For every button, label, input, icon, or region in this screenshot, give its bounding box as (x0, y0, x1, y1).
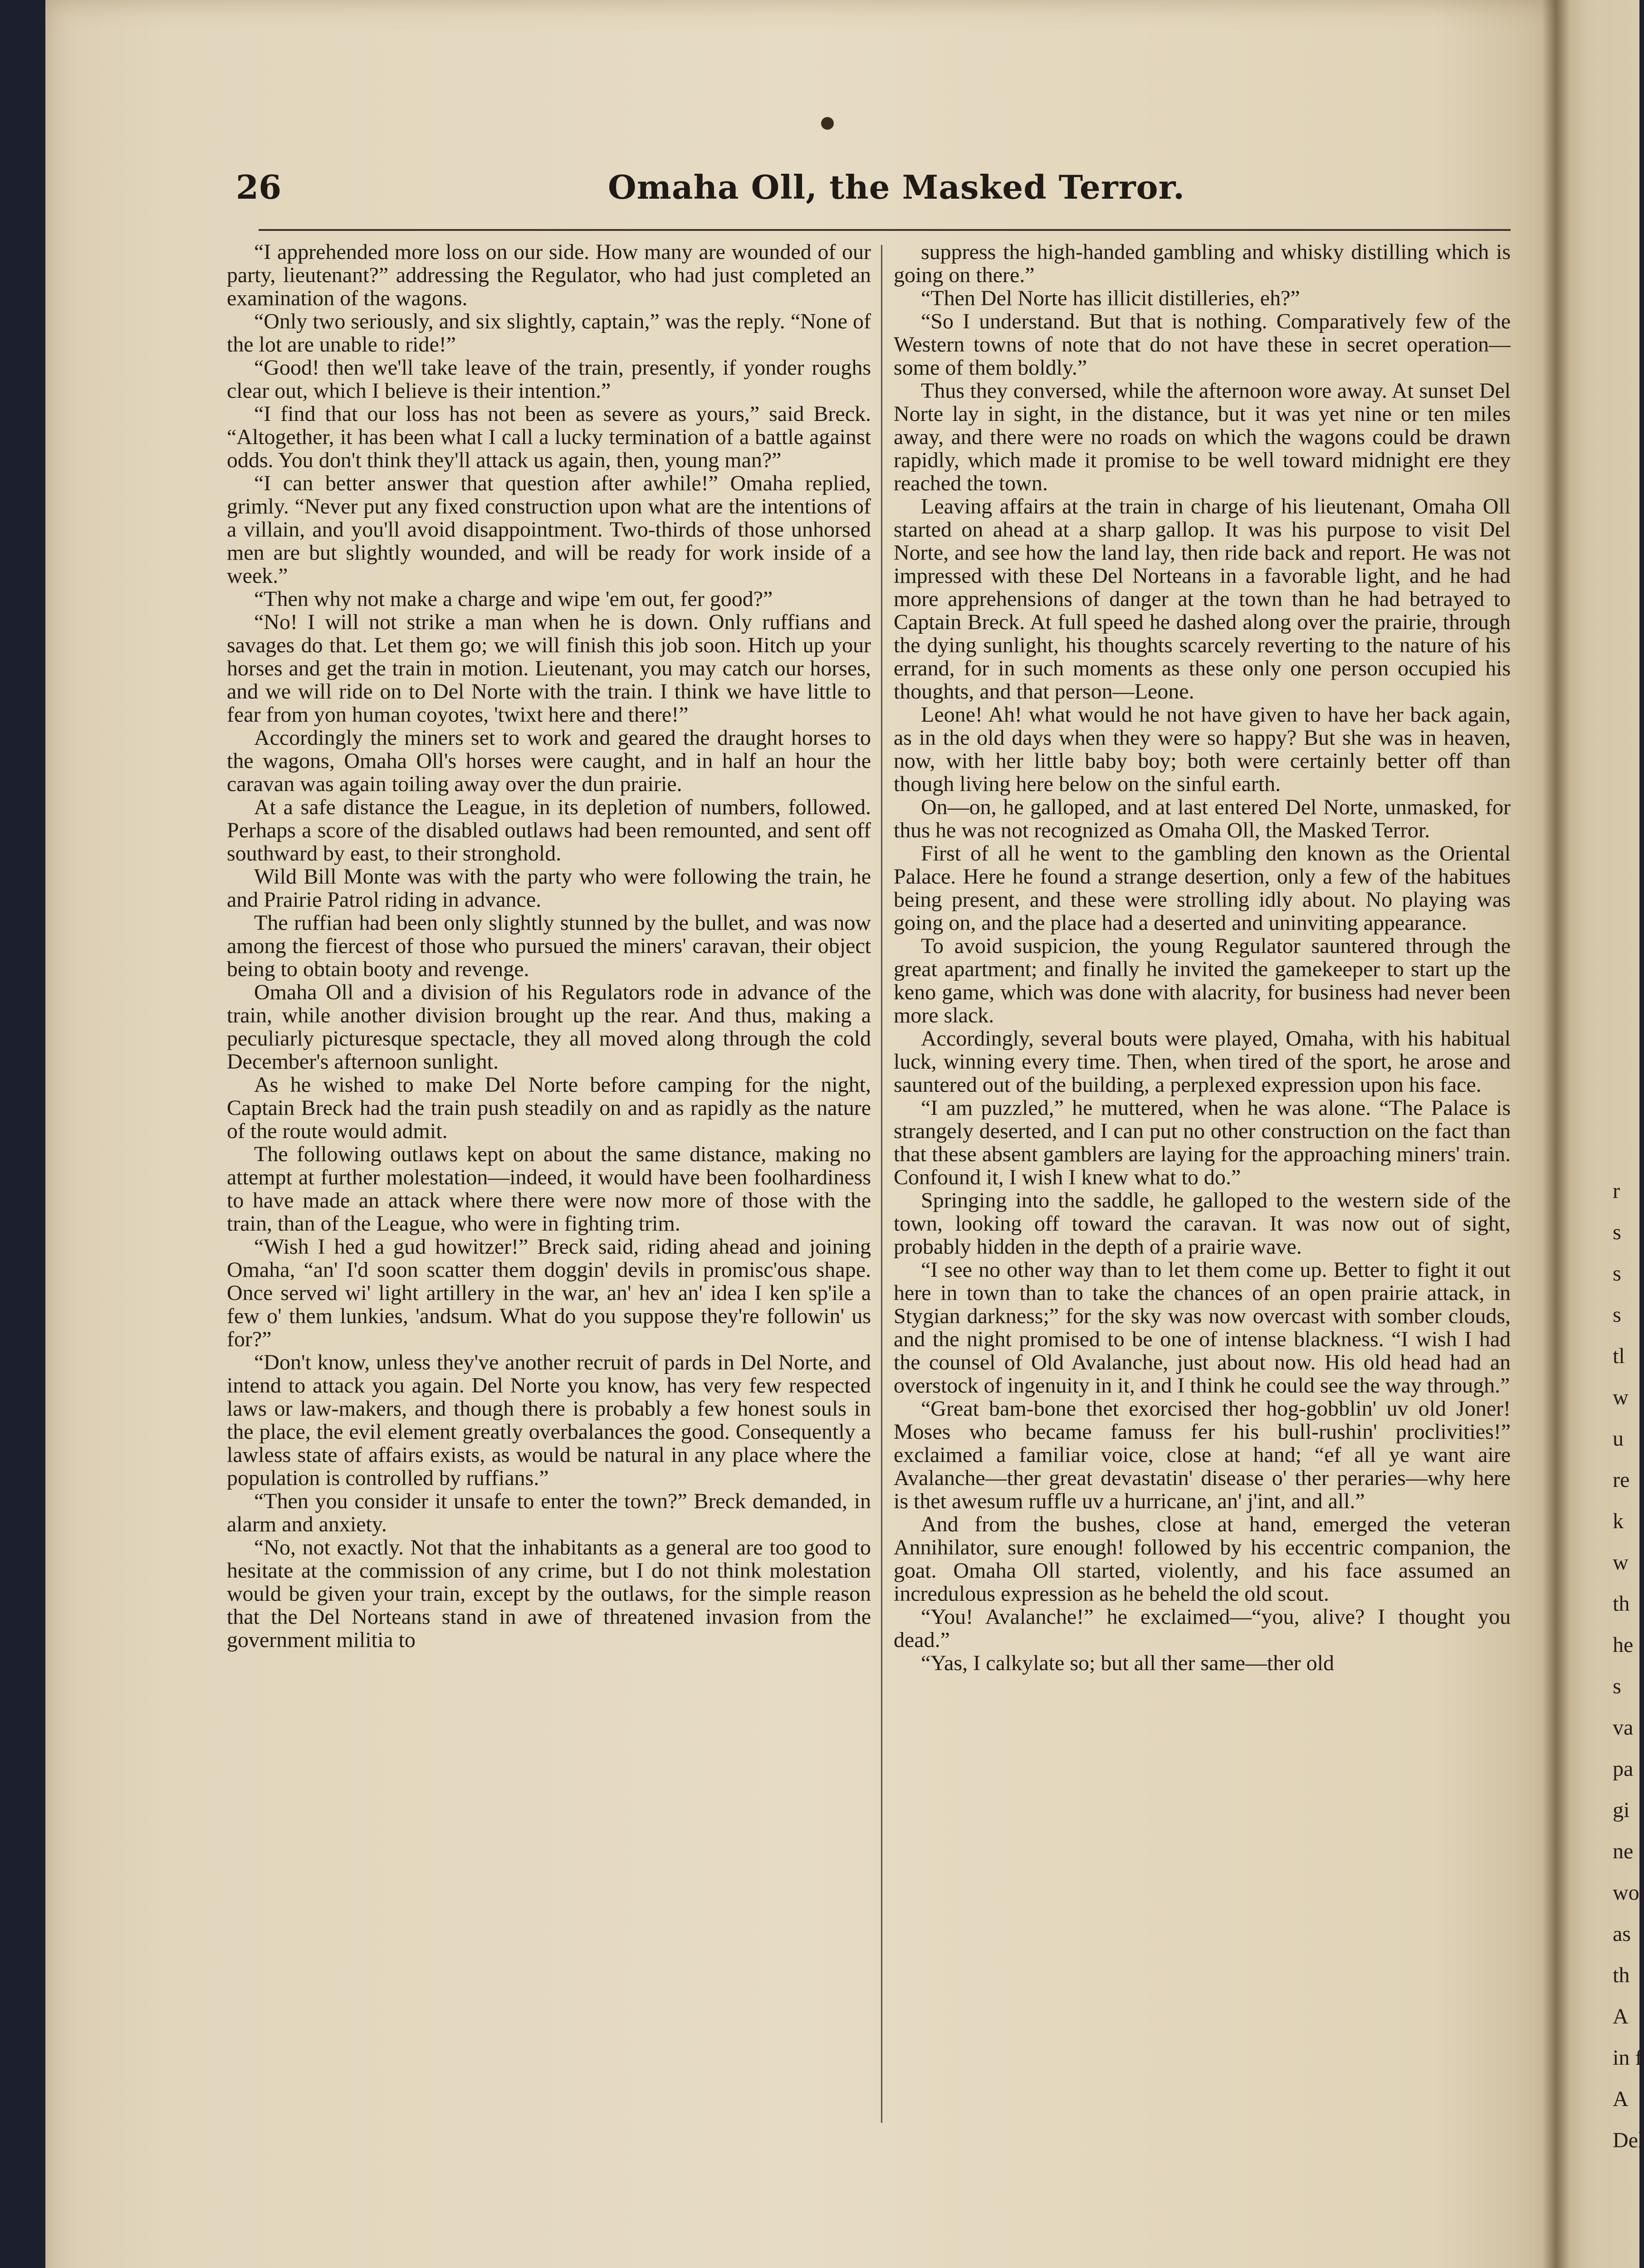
ink-stain (821, 117, 834, 130)
text-column-right (894, 240, 1511, 2123)
edge-fragment: s (1613, 1220, 1621, 1244)
adjacent-page-text (1613, 1179, 1644, 2152)
edge-fragment: gi (1613, 1798, 1630, 1822)
paragraph: “Then you consider it unsafe to enter the town?” Breck demanded, in alarm and anxiety. (227, 1489, 871, 1536)
column-divider (881, 245, 882, 2123)
paragraph: Thus they conversed, while the afternoon wore away. At sunset Del Norte lay in sight, in the distance, but it was yet nine or ten miles away, and there were no roads on which the wagons could be drawn rapidly, which made it promise to be well toward midnight ere they reached the town. (894, 379, 1511, 495)
header-rule (259, 229, 1511, 231)
edge-fragment: r (1613, 1179, 1620, 1203)
edge-fragment: va (1613, 1716, 1634, 1740)
edge-fragment: A (1613, 2004, 1629, 2028)
paragraph: To avoid suspicion, the young Regulator sauntered through the great apartment; and finally he invited the gamekeeper to start up the keno game, which was done with alacrity, for business had never been more slack. (894, 934, 1511, 1027)
edge-fragment: in f (1613, 2046, 1643, 2070)
paragraph: At a safe distance the League, in its depletion of numbers, followed. Perhaps a score of the disabled outlaws had been remounted, and sent off southward by east, to their stronghold. (227, 795, 871, 865)
edge-fragment: Del (1613, 2128, 1644, 2152)
paragraph: As he wished to make Del Norte before camping for the night, Captain Breck had the train push steadily on and as rapidly as the nature of the route would admit. (227, 1073, 871, 1143)
page-number: 26 (236, 168, 282, 206)
paragraph: First of all he went to the gambling den known as the Oriental Palace. Here he found a strange desertion, only a few of the habitues being present, and these were strolling idly about. No playing was going on, and the place had a deserted and uninviting appearance. (894, 841, 1511, 935)
paragraph: Leaving affairs at the train in charge of his lieutenant, Omaha Oll started on ahead at a sharp gallop. It was his purpose to visit Del Norte, and see how the land lay, then ride back and report. He was not impressed with these Del Norteans in a favorable light, and he had more apprehensions of danger at the town than he had betrayed to Captain Breck. At full speed he dashed along over the prairie, through the dying sunlight, his thoughts scarcely reverting to the nature of his errand, for in such moments as these only one person occupied his thoughts, and that person—Leone. (894, 494, 1511, 704)
edge-fragment: k (1613, 1509, 1624, 1533)
paragraph: Wild Bill Monte was with the party who were following the train, he and Prairie Patrol riding in advance. (227, 865, 871, 912)
paragraph: Omaha Oll and a division of his Regulators rode in advance of the train, while another division brought up the rear. And thus, making a peculiarly picturesque spectacle, they all moved along through the cold December's afternoon sunlight. (227, 980, 871, 1074)
paragraph: Leone! Ah! what would he not have given to have her back again, as in the old days when they were so happy? But she was in heaven, now, with her little baby boy; both were certainly better off than though living here below on the sinful earth. (894, 703, 1511, 796)
edge-fragment: re (1613, 1468, 1630, 1492)
paragraph: “I apprehended more loss on our side. How many are wounded of our party, lieutenant?” addressing the Regulator, who had just completed an examination of the wagons. (227, 240, 871, 310)
page-gutter (1542, 0, 1570, 2268)
text-column-left (227, 240, 871, 2123)
edge-fragment: A (1613, 2087, 1629, 2111)
paragraph: “You! Avalanche!” he exclaimed—“you, alive? I thought you dead.” (894, 1605, 1511, 1652)
paragraph: “No! I will not strike a man when he is down. Only ruffians and savages do that. Let them go; we will finish this job soon. Hitch up your horses and get the train in motion. Lieutenant, you may catch our horses, and we will ride on to Del Norte with the train. I think we have little to fear from yon human coyotes, 'twixt here and there!” (227, 610, 871, 727)
paragraph: And from the bushes, close at hand, emerged the veteran Annihilator, sure enough! followed by his eccentric companion, the goat. Omaha Oll started, violently, and his face assumed an incredulous expression as he beheld the old scout. (894, 1512, 1511, 1606)
page-header (236, 168, 1515, 213)
paragraph: Accordingly the miners set to work and geared the draught horses to the wagons, Omaha Oll's horses were caught, and in half an hour the caravan was again toiling away over the dun prairie. (227, 726, 871, 796)
edge-fragment: wo (1613, 1881, 1639, 1905)
paragraph: “Wish I hed a gud howitzer!” Breck said, riding ahead and joining Omaha, “an' I'd soon scatter them doggin' devils in promisc'ous shape. Once served wi' light artillery in the war, an' hev an' idea I ken sp'ile a few o' them lunkies, 'andsum. What do you suppose they're followin' us for?” (227, 1235, 871, 1351)
paragraph: “Only two seriously, and six slightly, captain,” was the reply. “None of the lot are unable to ride!” (227, 309, 871, 357)
paragraph: “Then Del Norte has illicit distilleries, eh?” (921, 286, 1300, 310)
paragraph: “So I understand. But that is nothing. Comparatively few of the Western towns of note that do not have these in secret operation—some of them boldly.” (894, 309, 1511, 380)
paragraph: “I am puzzled,” he muttered, when he was alone. “The Palace is strangely deserted, and I can put no other construction on the fact than that these absent gamblers are laying for the approaching miners' train. Confound it, I wish I knew what to do.” (894, 1096, 1511, 1189)
edge-fragment: tl (1613, 1344, 1625, 1368)
paragraph: “I find that our loss has not been as severe as yours,” said Breck. “Altogether, it has been what I call a lucky termination of a battle against odds. You don't think they'll attack us again, then, young man?” (227, 402, 871, 472)
edge-fragment: u (1613, 1427, 1624, 1451)
edge-fragment: th (1613, 1963, 1630, 1987)
paragraph: Accordingly, several bouts were played, Omaha, with his habitual luck, winning every time. Then, when tired of the sport, he arose and sauntered out of the building, a perplexed expression upon his face. (894, 1026, 1511, 1097)
edge-fragment: s (1613, 1261, 1621, 1286)
paragraph: “Yas, I calkylate so; but all ther same—ther old (921, 1651, 1334, 1675)
paragraph: “No, not exactly. Not that the inhabitants as a general are too good to hesitate at the commission of any crime, but I do not think molestation would be given your train, except by the outlaws, for the simple reason that the Del Norteans stand in awe of threatened invasion from the government militia to (227, 1535, 871, 1652)
running-title: Omaha Oll, the Masked Terror. (608, 168, 1185, 206)
paragraph: “Good! then we'll take leave of the train, presently, if yonder roughs clear out, which I believe is their intention.” (227, 356, 871, 403)
paragraph: Springing into the saddle, he galloped to the western side of the town, looking off toward the caravan. It was now out of sight, probably hidden in the depth of a prairie wave. (894, 1188, 1511, 1259)
paragraph: The ruffian had been only slightly stunned by the bullet, and was now among the fiercest of those who pursued the miners' caravan, their object being to obtain booty and revenge. (227, 911, 871, 981)
paragraph: “Don't know, unless they've another recruit of pards in Del Norte, and intend to attack you again. Del Norte you know, has very few respected laws or law-makers, and though there is probably a few honest souls in the place, the evil element greatly overbalances the good. Consequently a lawless state of affairs exists, as would be natural in any place where the population is controlled by ruffians.” (227, 1350, 871, 1490)
edge-fragment: pa (1613, 1757, 1634, 1781)
paragraph: The following outlaws kept on about the same distance, making no attempt at further molestation—indeed, it would have been foolhardiness to have made an attack where there were now more of those with the train, than of the League, who were in fighting trim. (227, 1142, 871, 1236)
edge-fragment: he (1613, 1633, 1634, 1657)
paragraph: “I can better answer that question after awhile!” Omaha replied, grimly. “Never put any fixed construction upon what are the intentions of a villain, and you'll avoid disappointment. Two-thirds of those unhorsed men are but slightly wounded, and will be ready for work inside of a week.” (227, 471, 871, 588)
edge-fragment: w (1613, 1385, 1629, 1409)
paragraph: “Then why not make a charge and wipe 'em out, fer good?” (254, 587, 773, 611)
edge-fragment: ne (1613, 1839, 1634, 1863)
paragraph: suppress the high-handed gambling and whisky distilling which is going on there.” (894, 240, 1511, 287)
paragraph: On—on, he galloped, and at last entered Del Norte, unmasked, for thus he was not recognized as Omaha Oll, the Masked Terror. (894, 795, 1511, 842)
edge-fragment: w (1613, 1550, 1629, 1574)
edge-fragment: as (1613, 1922, 1631, 1946)
edge-fragment: th (1613, 1592, 1630, 1616)
paragraph: “Great bam-bone thet exorcised ther hog-gobblin' uv old Joner! Moses who became famuss fer his bull-rushin' proclivities!” exclaimed a familiar voice, close at hand; “ef all ye want aire Avalanche—ther great devastatin' disease o' ther peraries—why here is thet awesum ruffle uv a hurricane, an' j'int, and all.” (894, 1397, 1511, 1513)
paragraph: “I see no other way than to let them come up. Better to fight it out here in town than to take the chances of an open prairie attack, in Stygian darkness;” for the sky was now overcast with somber clouds, and the night promised to be one of intense blackness. “I wish I had the counsel of Old Avalanche, just about now. His old head had an overstock of ingenuity in it, and I think he could see the way through.” (894, 1258, 1511, 1398)
edge-fragment: s (1613, 1303, 1621, 1327)
edge-fragment: s (1613, 1674, 1621, 1698)
